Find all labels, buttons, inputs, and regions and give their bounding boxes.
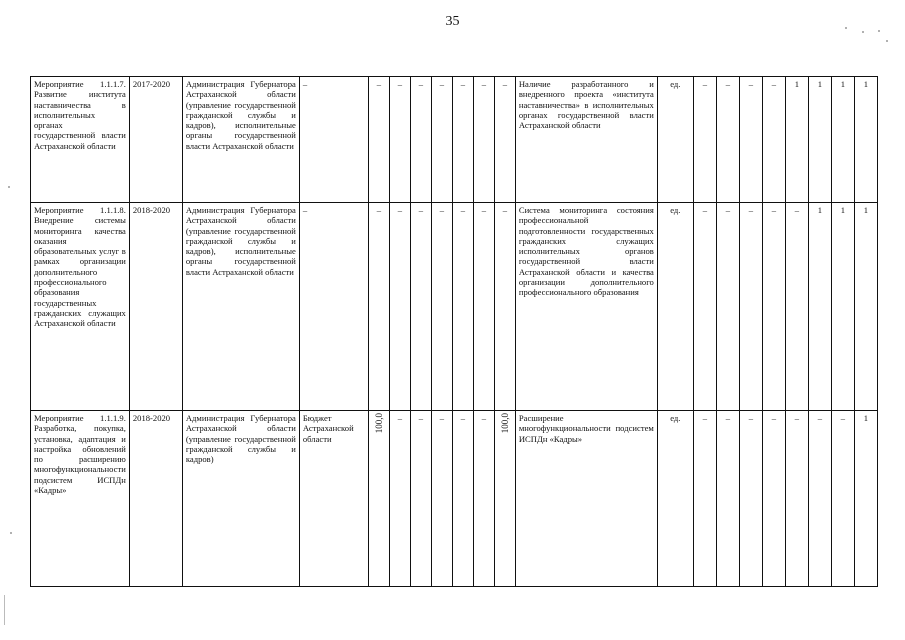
funding-cell: – xyxy=(368,203,389,411)
indicator-cell: Система мониторинга состояния профессиональной подготовленности государственных гражданских служащих исполнительных органов государственной власти Астраханской области и качества организации дополнительного профессионального образования xyxy=(515,203,657,411)
indicator-value-cell: – xyxy=(762,203,785,411)
scan-edge-mark xyxy=(4,595,5,625)
funding-cell: – xyxy=(494,77,515,203)
page-number: 35 xyxy=(445,14,460,29)
funding-cell: – xyxy=(389,411,410,587)
funding-cell: – xyxy=(452,203,473,411)
funding-cell: – xyxy=(431,411,452,587)
funding-cell: – xyxy=(473,203,494,411)
scan-speck xyxy=(10,532,12,534)
measure-name: Мероприятие 1.1.1.8. Внедрение системы мониторинга качества оказания образовательных услуг в рамках организации дополнительного профессионального образования государственных гражданских служащих Астраханской области xyxy=(31,203,130,411)
executor-cell: Администрация Губернатора Астраханской области (управление государственной гражданской службы и кадров), исполнительные органы государственной власти Астраханской области xyxy=(182,77,299,203)
scan-speck xyxy=(862,31,864,33)
executor-cell: Администрация Губернатора Астраханской области (управление государственной гражданской службы и кадров) xyxy=(182,411,299,587)
indicator-value-cell: 1 xyxy=(808,77,831,203)
funding-cell: – xyxy=(410,77,431,203)
table-row xyxy=(31,77,878,203)
unit-cell: ед. xyxy=(657,411,693,587)
measure-name: Мероприятие 1.1.1.9. Разработка, покупка, установка, адаптация и настройка обновлений по расширению многофункциональности подсистем ИСПДн «Кадры» xyxy=(31,411,130,587)
indicator-value-cell: – xyxy=(716,411,739,587)
funding-cell: – xyxy=(452,77,473,203)
funding-cell: – xyxy=(452,411,473,587)
funding-cell: – xyxy=(410,203,431,411)
table-row xyxy=(31,411,878,587)
indicator-cell: Наличие разработанного и внедренного проекта «института наставничества» в исполнительных органах государственной власти Астраханской области xyxy=(515,77,657,203)
indicator-value-cell: – xyxy=(762,77,785,203)
measure-name: Мероприятие 1.1.1.7. Развитие института наставничества в исполнительных органах государственной власти Астраханской области xyxy=(31,77,130,203)
period-cell: 2018-2020 xyxy=(129,203,182,411)
funding-cell: – xyxy=(494,203,515,411)
funding-cell: – xyxy=(431,77,452,203)
program-table-container xyxy=(30,76,878,587)
indicator-value-cell: 1 xyxy=(808,203,831,411)
funding-cell: – xyxy=(389,203,410,411)
funding-cell xyxy=(494,411,515,587)
indicator-value-cell: – xyxy=(808,411,831,587)
funding-cell: – xyxy=(368,77,389,203)
indicator-value-cell: – xyxy=(739,77,762,203)
indicator-value-cell: 1 xyxy=(854,77,877,203)
funding-source-cell: – xyxy=(299,77,368,203)
funding-cell: – xyxy=(389,77,410,203)
indicator-value-cell: 1 xyxy=(831,203,854,411)
unit-cell: ед. xyxy=(657,203,693,411)
indicator-value-cell: – xyxy=(693,411,716,587)
indicator-value-cell: – xyxy=(831,411,854,587)
funding-value: 100,0 xyxy=(499,413,510,434)
funding-cell: – xyxy=(410,411,431,587)
executor-cell: Администрация Губернатора Астраханской области (управление государственной гражданской службы и кадров), исполнительные органы государственной власти Астраханской области xyxy=(182,203,299,411)
funding-source-cell: Бюджет Астраханской области xyxy=(299,411,368,587)
scan-speck xyxy=(8,186,10,188)
table-row xyxy=(31,203,878,411)
scan-speck xyxy=(886,40,888,42)
funding-value: 100,0 xyxy=(373,413,384,434)
indicator-value-cell: – xyxy=(762,411,785,587)
scan-speck xyxy=(878,30,880,32)
indicator-value-cell: – xyxy=(785,411,808,587)
period-cell: 2017-2020 xyxy=(129,77,182,203)
unit-cell: ед. xyxy=(657,77,693,203)
program-table xyxy=(30,76,878,587)
indicator-value-cell: – xyxy=(716,77,739,203)
indicator-value-cell: 1 xyxy=(854,203,877,411)
indicator-value-cell: – xyxy=(739,411,762,587)
indicator-value-cell: 1 xyxy=(785,77,808,203)
indicator-value-cell: – xyxy=(693,77,716,203)
indicator-value-cell: – xyxy=(716,203,739,411)
indicator-value-cell: 1 xyxy=(831,77,854,203)
funding-cell: – xyxy=(431,203,452,411)
indicator-cell: Расширение многофункциональности подсистем ИСПДн «Кадры» xyxy=(515,411,657,587)
indicator-value-cell: – xyxy=(785,203,808,411)
funding-cell: – xyxy=(473,77,494,203)
funding-source-cell: – xyxy=(299,203,368,411)
funding-cell: – xyxy=(473,411,494,587)
indicator-value-cell: 1 xyxy=(854,411,877,587)
period-cell: 2018-2020 xyxy=(129,411,182,587)
indicator-value-cell: – xyxy=(693,203,716,411)
indicator-value-cell: – xyxy=(739,203,762,411)
scan-speck xyxy=(845,27,847,29)
funding-cell xyxy=(368,411,389,587)
